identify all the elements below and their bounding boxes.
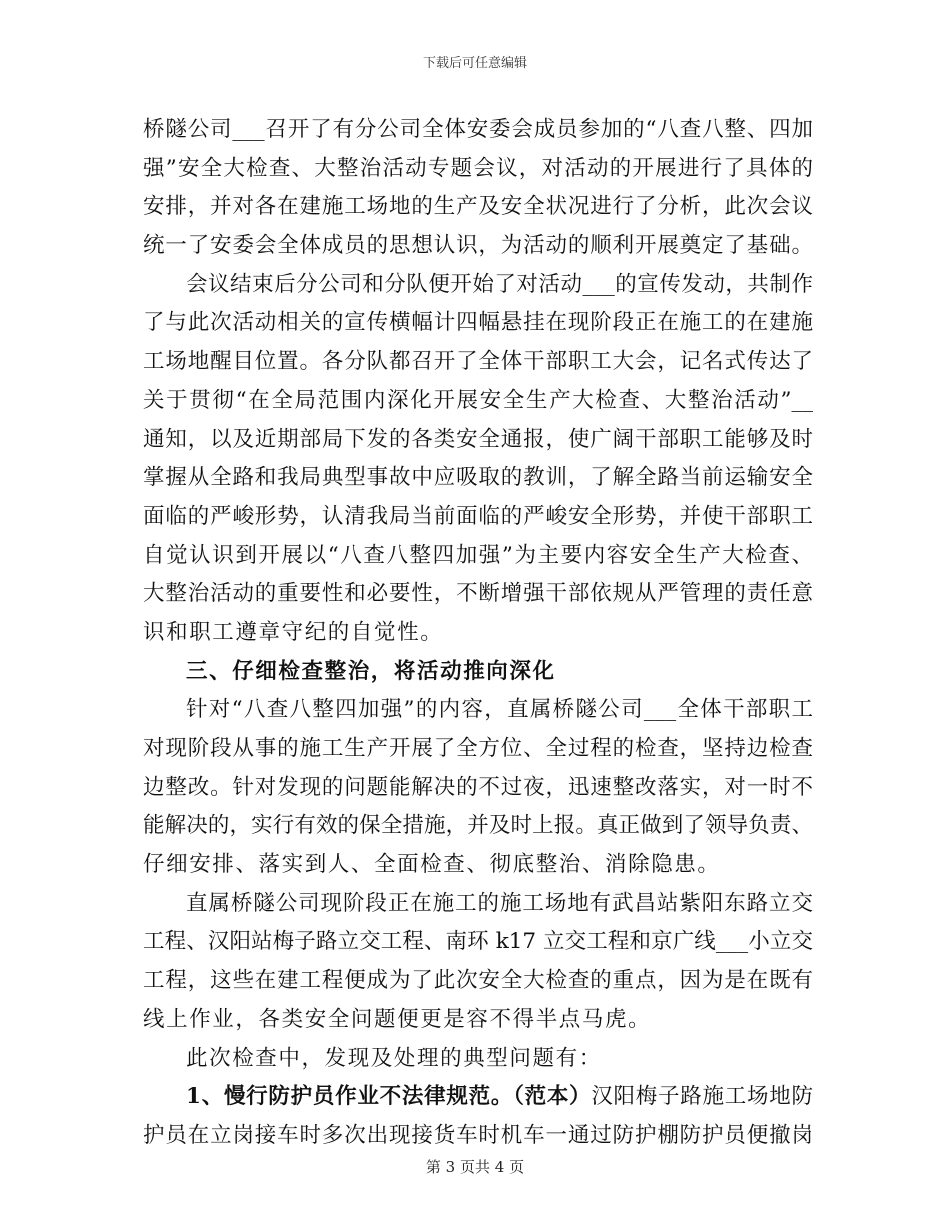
paragraph-line: 了与此次活动相关的宣传横幅计四幅悬挂在现阶段正在施工的在建施	[143, 310, 813, 336]
paragraph-line: 桥隧公司___召开了有分公司全体安委会成员参加的“八查八整、四加	[143, 117, 813, 142]
paragraph-line: 关于贯彻“在全局范围内深化开展安全生产大检查、大整治活动”__	[143, 387, 813, 413]
paragraph-line: 线上作业，各类安全问题便更是容不得半点马虎。	[143, 1006, 652, 1032]
paragraph-line: 仔细安排、落实到人、全面检查、彻底整治、消除隐患。	[143, 852, 721, 878]
page-footer: 第 3 页共 4 页	[425, 1158, 525, 1176]
paragraph-line: 强”安全大检查、大整治活动专题会议，对活动的开展进行了具体的	[143, 155, 813, 181]
document-body	[143, 111, 813, 1156]
paragraph-line: 工场地醒目位置。各分队都召开了全体干部职工大会，记名式传达了	[143, 349, 813, 375]
paragraph-line: 会议结束后分公司和分队便开始了对活动___的宣传发动，共制作	[186, 271, 813, 297]
section-heading: 三、仔细检查整治，将活动推向深化	[186, 658, 556, 684]
paragraph-line: 能解决的，实行有效的保全措施，并及时上报。真正做到了领导负责、	[143, 813, 813, 839]
paragraph-line: 直属桥隧公司现阶段正在施工的施工场地有武昌站紫阳东路立交	[186, 890, 813, 916]
paragraph-line: 对现阶段从事的施工生产开展了全方位、全过程的检查，坚持边检查	[143, 736, 813, 761]
paragraph-line	[143, 1078, 813, 1117]
paragraph-line: 统一了安委会全体成员的思想认识，为活动的顺利开展奠定了基础。	[143, 233, 813, 259]
paragraph-line: 工程，这些在建工程便成为了此次安全大检查的重点，因为是在既有	[143, 968, 813, 994]
paragraph-line: 针对“八查八整四加强”的内容，直属桥隧公司___全体干部职工	[186, 697, 813, 723]
paragraph-line: 自觉认识到开展以“八查八整四加强”为主要内容安全生产大检查、	[143, 542, 813, 568]
item-heading: 1、慢行防护员作业不法律规范。（范本）	[186, 1084, 592, 1110]
paragraph-line: 边整改。针对发现的问题能解决的不过夜，迅速整改落实，对一时不	[143, 774, 813, 800]
paragraph-line: 识和职工遵章守纪的自觉性。	[143, 619, 444, 645]
paragraph-line: 面临的严峻形势，认清我局当前面临的严峻安全形势，并使干部职工	[143, 503, 813, 529]
paragraph-line: 此次检查中，发现及处理的典型问题有：	[186, 1045, 602, 1071]
page-header: 下载后可任意编辑	[422, 56, 527, 71]
paragraph-line: 通知，以及近期部局下发的各类安全通报，使广阔干部职工能够及时	[143, 426, 813, 452]
paragraph-line: 安排，并对各在建施工场地的生产及安全状况进行了分析，此次会议	[143, 194, 813, 220]
paragraph-line: 工程、汉阳站梅子路立交工程、南环 k17 立交工程和京广线___小立交	[143, 929, 813, 955]
paragraph-line: 护员在立岗接车时多次出现接货车时机车一通过防护棚防护员便撤岗	[143, 1122, 813, 1148]
paragraph-line: 大整治活动的重要性和必要性，不断增强干部依规从严管理的责任意	[143, 581, 813, 607]
item-text: 汉阳梅子路施工场地防	[591, 1084, 813, 1110]
paragraph-line: 掌握从全路和我局典型事故中应吸取的教训，了解全路当前运输安全	[143, 465, 813, 491]
